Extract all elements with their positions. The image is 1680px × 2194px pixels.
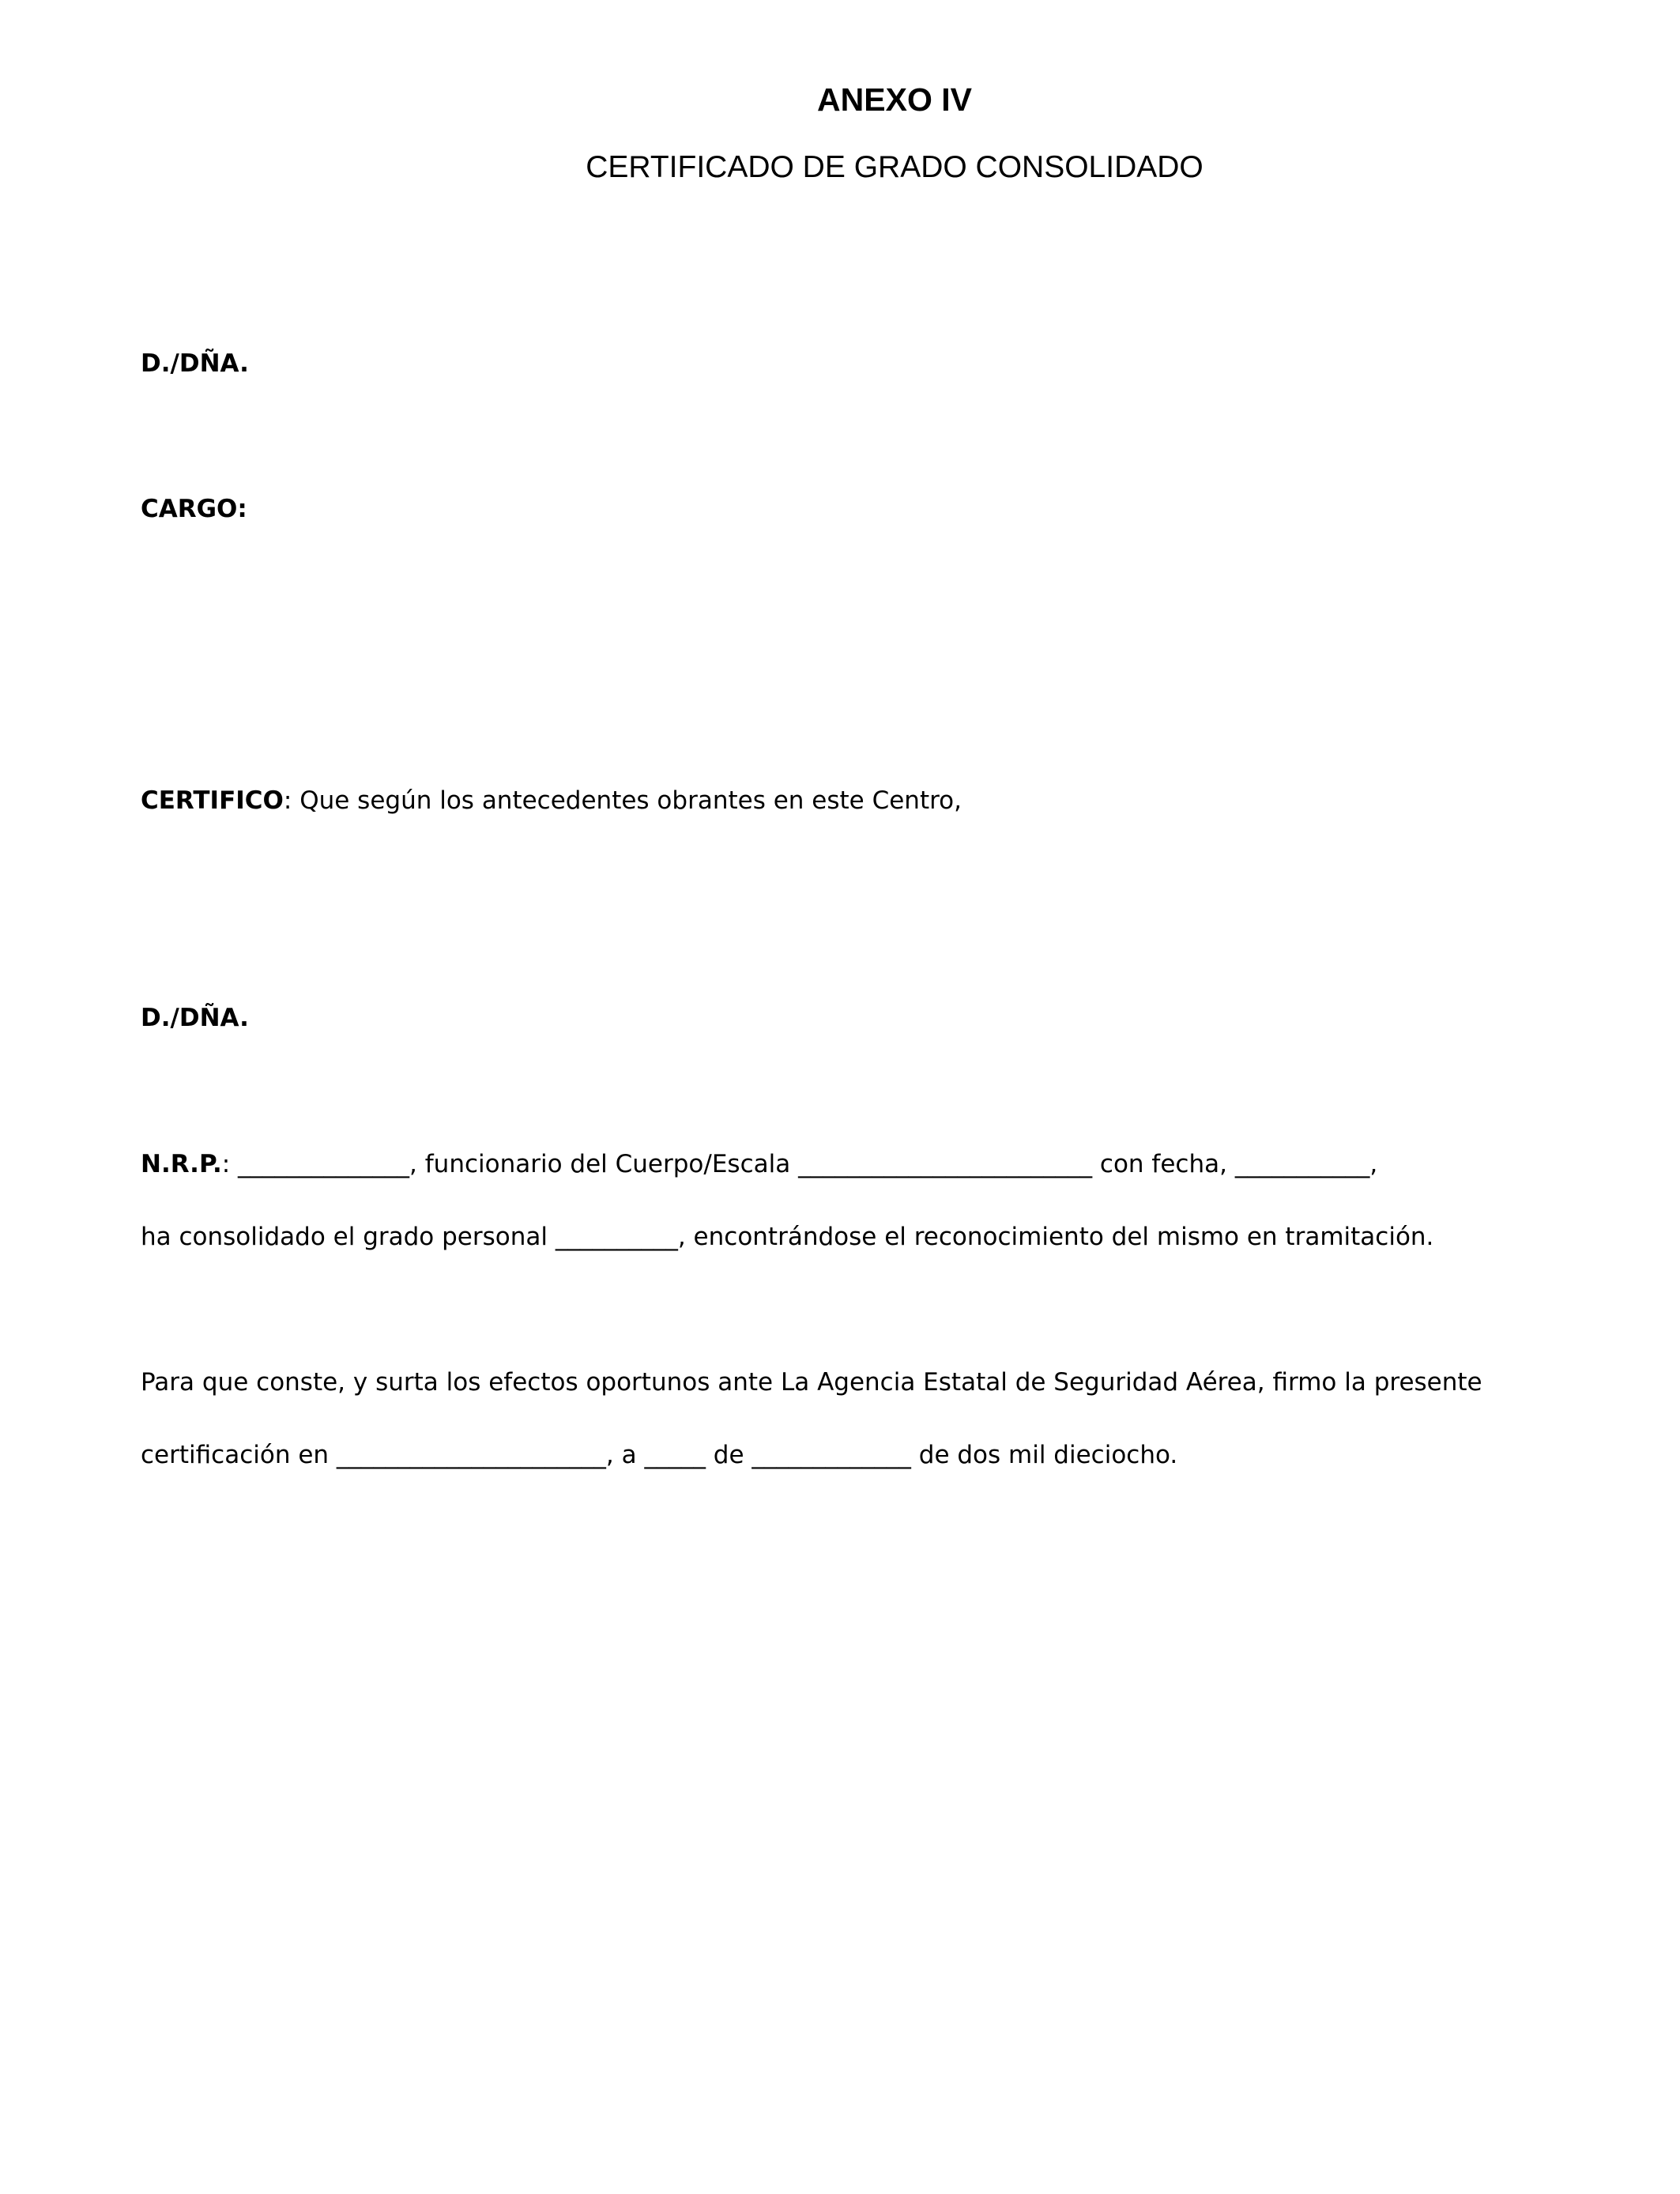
cargo-label: CARGO: [141,495,247,523]
certifico-label: CERTIFICO [141,786,284,815]
certifico-line [141,783,962,818]
para-line-2: certificación en ______________________, a _____ de _____________ de dos mil dieciocho. [141,1441,1178,1469]
certificate-subtitle: CERTIFICADO DE GRADO CONSOLIDADO [586,150,1203,184]
nrp-text: : ______________, funcionario del Cuerpo/Escala ________________________ con fecha, ___________, [221,1150,1378,1178]
don-dona-label-1: D./DÑA. [141,349,249,378]
grado-line: ha consolidado el grado personal __________, encontrándose el reconocimiento del mismo en tramitación. [141,1223,1434,1251]
don-dona-label-2: D./DÑA. [141,1004,249,1032]
para-line-1: Para que conste, y surta los efectos oportunos ante La Agencia Estatal de Seguridad Aérea, firmo la presente [141,1368,1482,1397]
certifico-text: : Que según los antecedentes obrantes en este Centro, [283,786,962,815]
nrp-line [141,1147,1377,1182]
annex-title: ANEXO IV [817,81,972,118]
nrp-label: N.R.P. [141,1150,222,1178]
